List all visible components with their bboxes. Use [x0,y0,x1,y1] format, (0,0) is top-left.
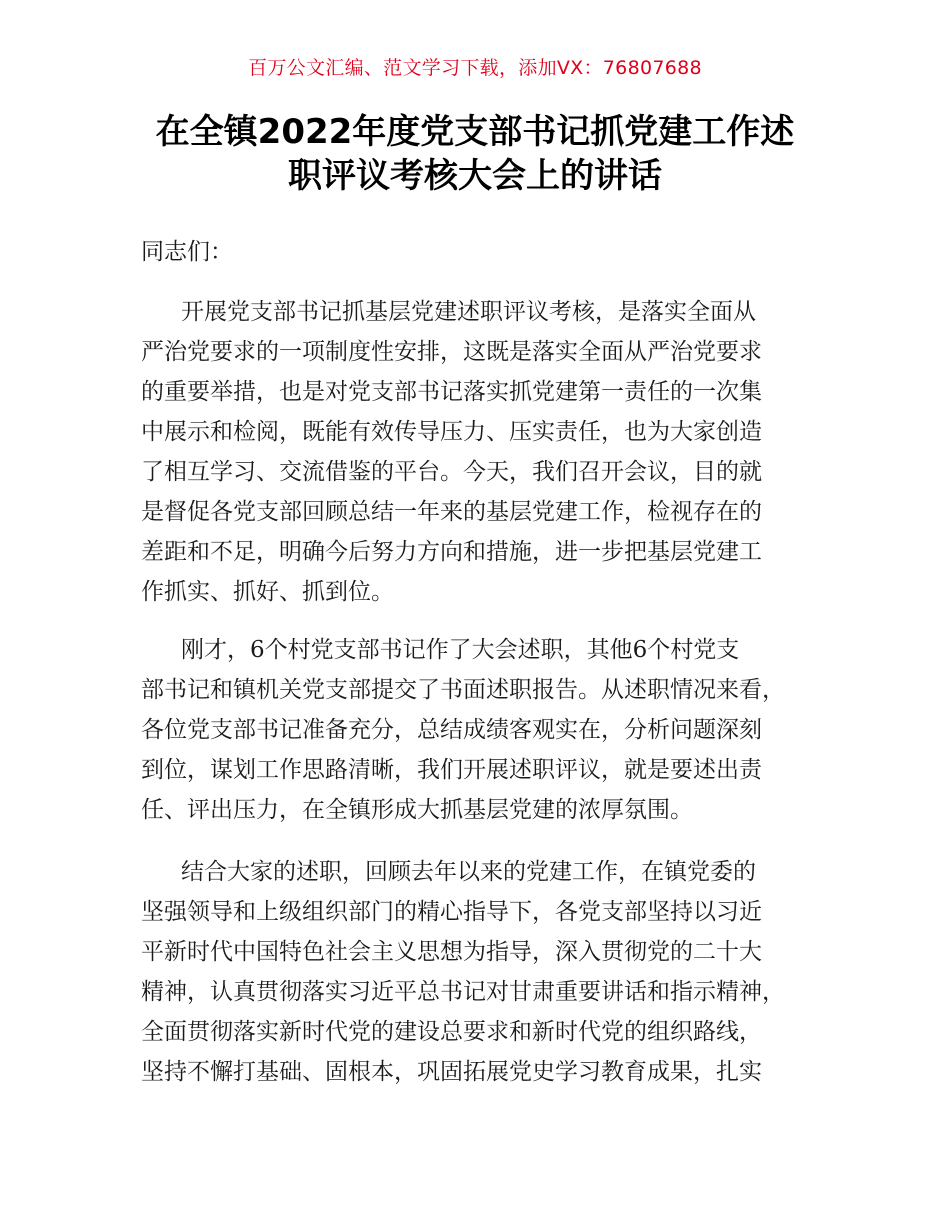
salutation-text: 同志们： [141,239,233,265]
paragraph-line: 的重要举措，也是对党支部书记落实抓党建第一责任的一次集 [141,379,762,405]
document-body [141,232,821,1092]
paragraph-line: 了相互学习、交流借鉴的平台。今天，我们召开会议，目的就 [141,459,762,485]
salutation [141,232,821,272]
paragraph-line: 作抓实、抓好、抓到位。 [141,579,394,605]
paragraph-line: 全面贯彻落实新时代党的建设总要求和新时代党的组织路线， [141,1019,762,1045]
document-title [110,110,840,198]
paragraph-line: 坚持不懈打基础、固根本，巩固拓展党史学习教育成果，扎实 [141,1059,762,1085]
paragraph-line: 各位党支部书记准备充分，总结成绩客观实在，分析问题深刻 [141,717,762,743]
document-title-line-2: 职评议考核大会上的讲话 [288,156,662,196]
paragraph-line: 部书记和镇机关党支部提交了书面述职报告。从述职情况来看， [141,677,785,703]
paragraph-line: 严治党要求的一项制度性安排，这既是落实全面从严治党要求 [141,339,762,365]
paragraph-1 [141,292,821,612]
paragraph-line: 平新时代中国特色社会主义思想为指导，深入贯彻党的二十大 [141,939,762,965]
paragraph-line: 任、评出压力，在全镇形成大抓基层党建的浓厚氛围。 [141,797,693,823]
paragraph-line: 结合大家的述职，回顾去年以来的党建工作，在镇党委的 [181,859,756,885]
document-title-line-1: 在全镇2022年度党支部书记抓党建工作述 [155,112,795,152]
paragraph-line: 是督促各党支部回顾总结一年来的基层党建工作，检视存在的 [141,499,762,525]
paragraph-line: 精神，认真贯彻落实习近平总书记对甘肃重要讲话和指示精神， [141,979,785,1005]
paragraph-line: 坚强领导和上级组织部门的精心指导下，各党支部坚持以习近 [141,899,762,925]
paragraph-line: 刚才，6个村党支部书记作了大会述职，其他6个村党支 [181,637,740,663]
paragraph-line: 开展党支部书记抓基层党建述职评议考核，是落实全面从 [181,299,756,325]
paragraph-line: 差距和不足，明确今后努力方向和措施，进一步把基层党建工 [141,539,762,565]
paragraph-line: 到位，谋划工作思路清晰，我们开展述职评议，就是要述出责 [141,757,762,783]
watermark-header: 百万公文汇编、范文学习下载，添加VX：76807688 [248,57,702,79]
paragraph-line: 中展示和检阅，既能有效传导压力、压实责任，也为大家创造 [141,419,762,445]
paragraph-2 [141,630,821,830]
paragraph-3 [141,852,821,1092]
